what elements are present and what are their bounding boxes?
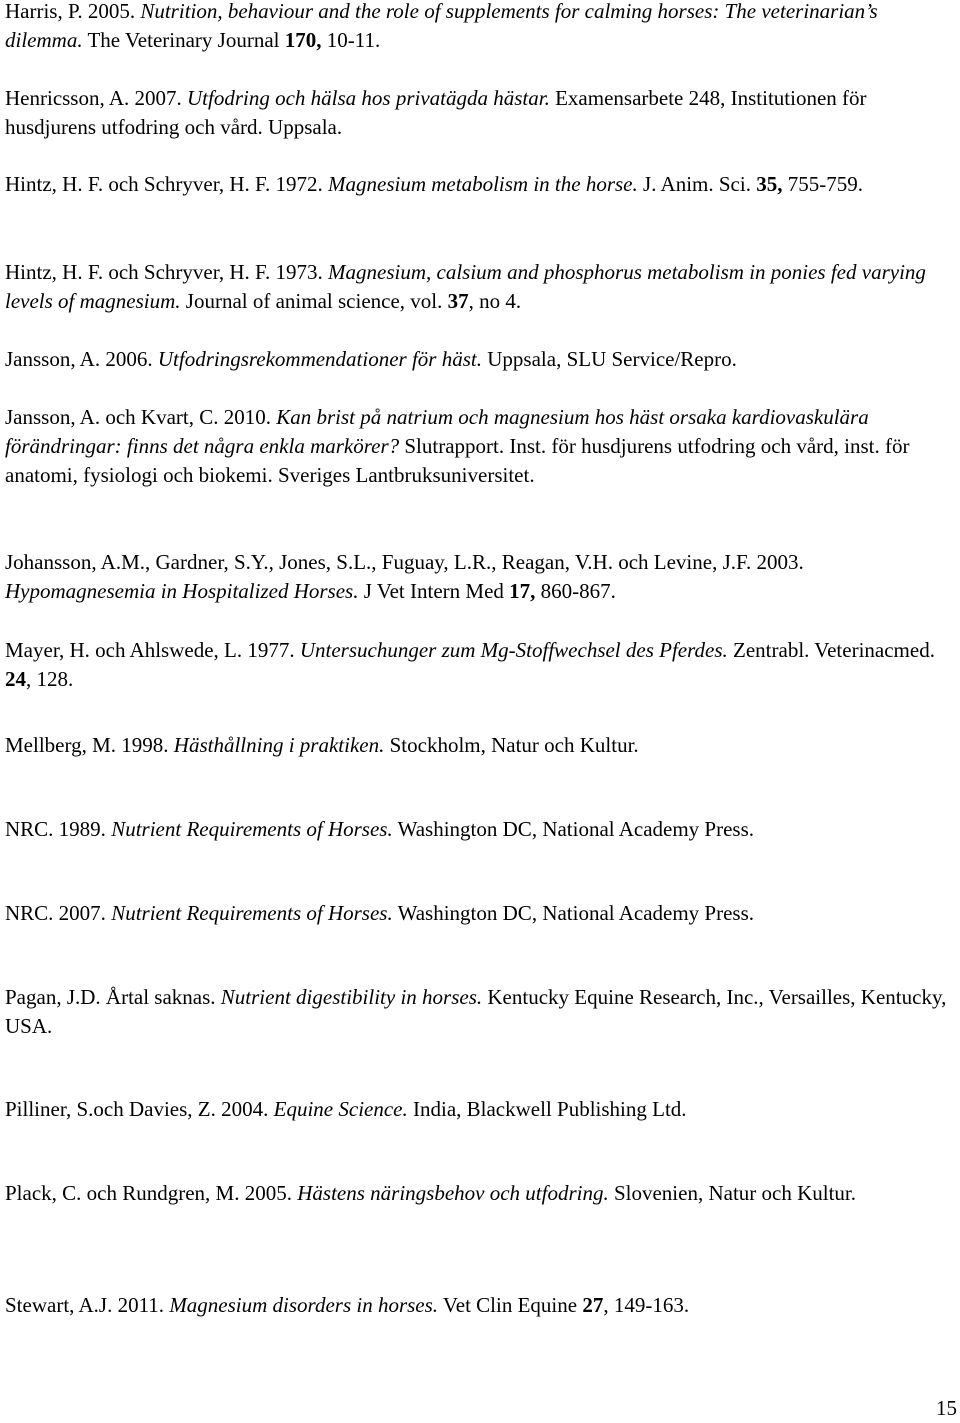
ref-text: 755-759. — [782, 172, 863, 196]
ref-text: 10-11. — [321, 28, 381, 52]
ref-title: Kan brist på natrium och magnesium hos häst orsaka kardiovaskulära förändringar: finns det några enkla markörer? — [5, 405, 869, 458]
ref-volume: 170, — [284, 28, 322, 52]
ref-text: Jansson, A. 2006. — [5, 347, 158, 371]
ref-text: Vet Clin Equine — [438, 1293, 583, 1317]
ref-text: Harris, P. 2005. — [5, 0, 141, 23]
ref-text: J. Anim. Sci. — [637, 172, 757, 196]
ref-text: India, Blackwell Publishing Ltd. — [407, 1097, 687, 1121]
ref-text: Henricsson, A. 2007. — [5, 86, 187, 110]
ref-volume: 37 — [447, 289, 469, 313]
ref-text: Stewart, A.J. 2011. — [5, 1293, 170, 1317]
reference-jansson-kvart-2010 — [5, 403, 958, 490]
ref-title: Hästhållning i praktiken. — [173, 733, 385, 757]
ref-text: Examensarbete 248, Institutionen för husdjurens utfodring och vård. Uppsala. — [5, 86, 867, 139]
ref-title: Magnesium disorders in horses. — [169, 1293, 439, 1317]
reference-stewart-2011 — [5, 1291, 958, 1320]
ref-title: Nutrient Requirements of Horses. — [111, 817, 393, 841]
reference-hintz-1973 — [5, 258, 958, 316]
reference-harris-2005 — [5, 0, 958, 55]
ref-text: Mayer, H. och Ahlswede, L. 1977. — [5, 638, 300, 662]
ref-text: Journal of animal science, vol. — [180, 289, 448, 313]
reference-plack-2005 — [5, 1179, 958, 1208]
ref-text: , 128. — [26, 667, 74, 691]
ref-text: J Vet Intern Med — [358, 579, 510, 603]
ref-title: Equine Science. — [273, 1097, 408, 1121]
ref-text: 860-867. — [535, 579, 616, 603]
ref-text: Zentrabl. Veterinacmed. — [727, 638, 935, 662]
ref-title: Utfodring och hälsa hos privatägda hästar. — [187, 86, 550, 110]
ref-text: Stockholm, Natur och Kultur. — [384, 733, 639, 757]
reference-mayer-1977 — [5, 636, 958, 694]
ref-title: Nutrient Requirements of Horses. — [111, 901, 393, 925]
ref-text: Hintz, H. F. och Schryver, H. F. 1973. — [5, 260, 329, 284]
ref-text: , no 4. — [468, 289, 522, 313]
ref-volume: 17, — [509, 579, 536, 603]
page-number: 15 — [936, 1396, 957, 1420]
reference-pilliner-2004 — [5, 1095, 958, 1124]
reference-nrc-2007 — [5, 899, 958, 928]
ref-text: Pilliner, S.och Davies, Z. 2004. — [5, 1097, 274, 1121]
ref-title: Magnesium metabolism in the horse. — [328, 172, 638, 196]
ref-text: The Veterinary Journal — [82, 28, 285, 52]
ref-text: Kentucky Equine Research, Inc., Versailles, Kentucky, USA. — [5, 985, 947, 1038]
reference-hintz-1972 — [5, 170, 958, 199]
ref-title: Nutrition, behaviour and the role of supplements for calming horses: The veterinarian’s dilemma. — [5, 0, 878, 52]
reference-henricsson-2007 — [5, 84, 958, 142]
ref-text: NRC. 2007. — [5, 901, 112, 925]
ref-text: Hintz, H. F. och Schryver, H. F. 1972. — [5, 172, 329, 196]
ref-text: Washington DC, National Academy Press. — [392, 817, 755, 841]
ref-text: Johansson, A.M., Gardner, S.Y., Jones, S.L., Fuguay, L.R., Reagan, V.H. och Levine, J.F. 2003. — [5, 550, 804, 574]
ref-title: Nutrient digestibility in horses. — [220, 985, 483, 1009]
ref-text: Plack, C. och Rundgren, M. 2005. — [5, 1181, 298, 1205]
ref-text: Uppsala, SLU Service/Repro. — [482, 347, 737, 371]
ref-text: Pagan, J.D. Årtal saknas. — [5, 985, 221, 1009]
ref-volume: 27 — [582, 1293, 604, 1317]
ref-title: Untersuchunger zum Mg-Stoffwechsel des Pferdes. — [299, 638, 728, 662]
ref-text: Slutrapport. Inst. för husdjurens utfodring och vård, inst. för anatomi, fysiologi och biokemi. Sveriges Lantbruksuniversitet. — [5, 434, 910, 487]
ref-title: Utfodringsrekommendationer för häst. — [157, 347, 482, 371]
reference-mellberg-1998 — [5, 731, 958, 760]
ref-title: Hypomagnesemia in Hospitalized Horses. — [5, 579, 359, 603]
ref-text: Jansson, A. och Kvart, C. 2010. — [5, 405, 277, 429]
ref-text: Mellberg, M. 1998. — [5, 733, 174, 757]
ref-volume: 24 — [5, 667, 26, 691]
ref-title: Magnesium, calsium and phosphorus metabolism in ponies fed varying levels of magnesium. — [5, 260, 926, 313]
ref-title: Hästens näringsbehov och utfodring. — [297, 1181, 609, 1205]
ref-text: , 149-163. — [603, 1293, 690, 1317]
ref-text: Slovenien, Natur och Kultur. — [608, 1181, 857, 1205]
reference-jansson-2006 — [5, 345, 958, 374]
ref-text: Washington DC, National Academy Press. — [392, 901, 755, 925]
ref-text: NRC. 1989. — [5, 817, 112, 841]
reference-pagan — [5, 983, 958, 1041]
reference-nrc-1989 — [5, 815, 958, 844]
reference-johansson-2003 — [5, 548, 958, 606]
ref-volume: 35, — [756, 172, 783, 196]
